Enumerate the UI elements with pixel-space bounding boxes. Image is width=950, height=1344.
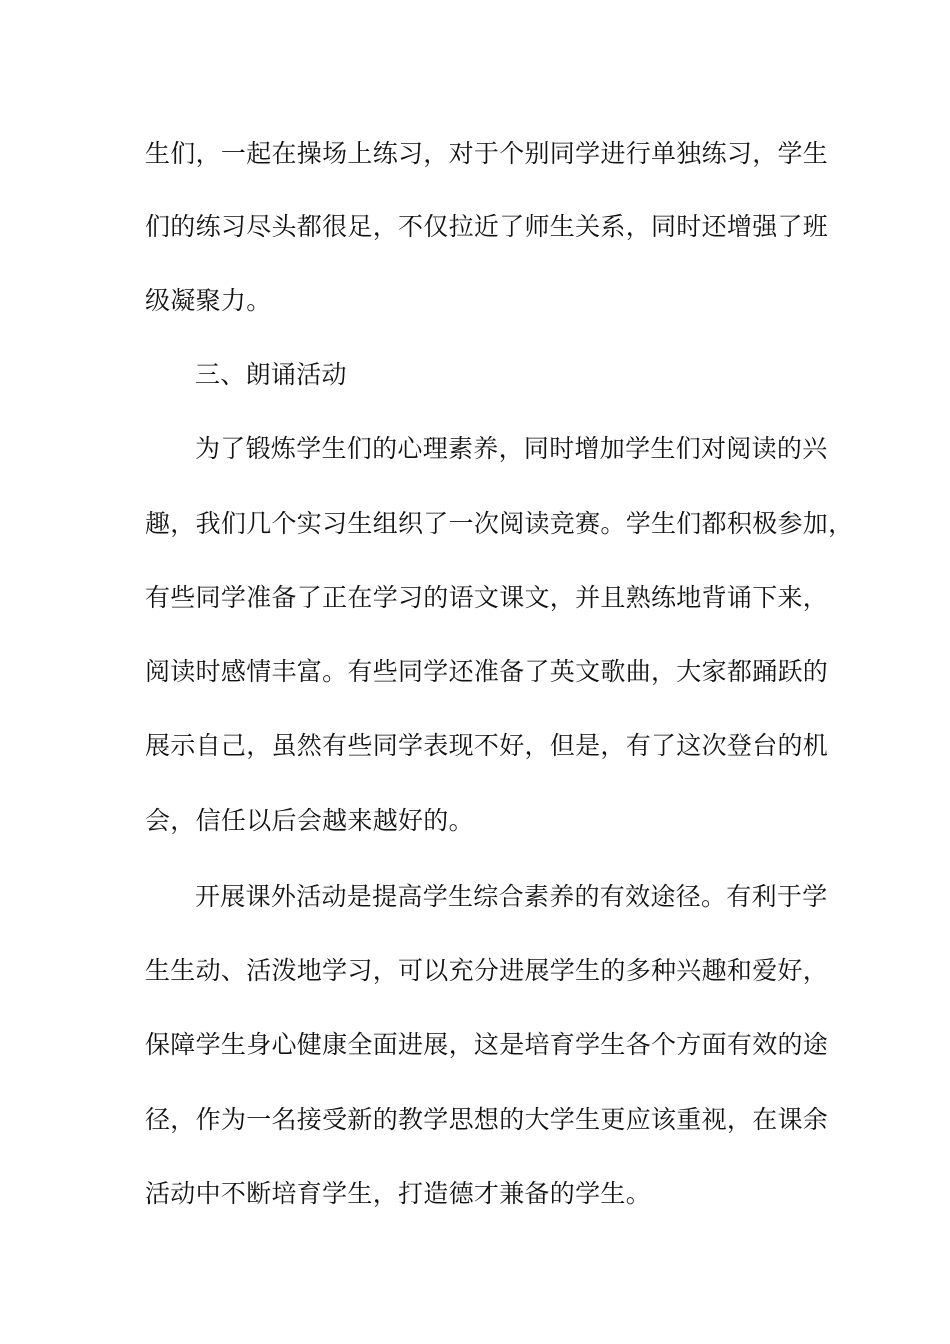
paragraph-1-line-2: 们的练习尽头都很足，不仅拉近了师生关系，同时还增强了班 [145,212,829,241]
paragraph-3-line-2: 生生动、活泼地学习，可以充分进展学生的多种兴趣和爱好， [145,956,829,985]
paragraph-2-line-3: 有些同学准备了正在学习的语文课文，并且熟练地背诵下来， [145,583,829,612]
paragraph-3-line-5: 活动中不断培育学生，打造德才兼备的学生。 [145,1179,652,1208]
paragraph-2-line-5: 展示自己，虽然有些同学表现不好，但是，有了这次登台的机 [145,731,829,760]
paragraph-3-line-3: 保障学生身心健康全面进展，这是培育学生各个方面有效的途 [145,1030,829,1059]
paragraph-3-line-4: 径，作为一名接受新的教学思想的大学生更应该重视，在课余 [145,1105,829,1134]
paragraph-1-line-1: 生们，一起在操场上练习，对于个别同学进行单独练习，学生 [145,139,829,168]
paragraph-2-line-1: 为了锻炼学生们的心理素养，同时增加学生们对阅读的兴 [195,434,828,463]
paragraph-2-line-4: 阅读时感情丰富。有些同学还准备了英文歌曲，大家都踊跃的 [145,657,829,686]
paragraph-2-line-2: 趣，我们几个实习生组织了一次阅读竞赛。学生们都积极参加， [145,509,854,538]
paragraph-2-line-6: 会，信任以后会越来越好的。 [145,806,474,835]
paragraph-3-line-1: 开展课外活动是提高学生综合素养的有效途径。有利于学 [195,882,828,911]
section-heading: 三、朗诵活动 [195,360,347,389]
paragraph-1-line-3: 级凝聚力。 [145,286,272,315]
